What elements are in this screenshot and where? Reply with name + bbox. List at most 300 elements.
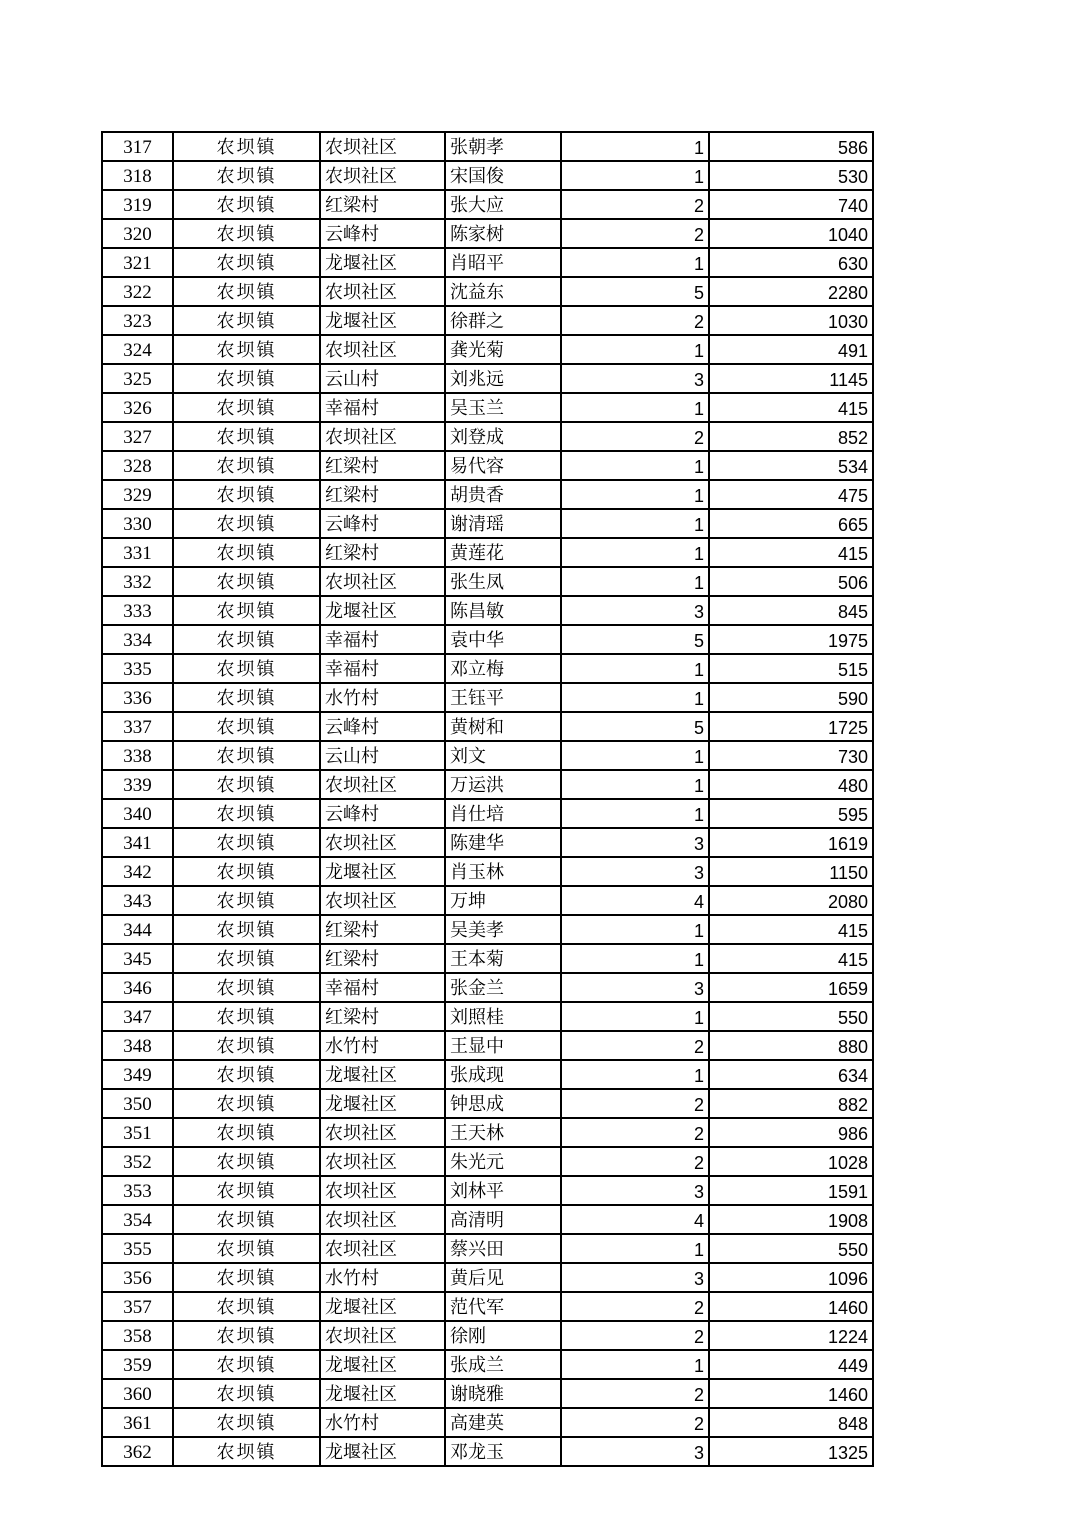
cell-amount: 1460 [709, 1292, 873, 1321]
cell-amount: 1975 [709, 625, 873, 654]
table-row [102, 1292, 873, 1321]
cell-row-number: 328 [102, 451, 173, 480]
cell-amount: 475 [709, 480, 873, 509]
cell-row-number: 346 [102, 973, 173, 1002]
table-row [102, 1002, 873, 1031]
cell-amount: 515 [709, 654, 873, 683]
cell-town: 农坝镇 [173, 364, 320, 393]
cell-amount: 1591 [709, 1176, 873, 1205]
table-row [102, 886, 873, 915]
cell-village: 幸福村 [320, 973, 445, 1002]
cell-village: 龙堰社区 [320, 1437, 445, 1466]
cell-village: 云山村 [320, 364, 445, 393]
cell-row-number: 321 [102, 248, 173, 277]
cell-row-number: 352 [102, 1147, 173, 1176]
table-region [101, 131, 874, 1467]
cell-person-name: 谢晓雅 [445, 1379, 561, 1408]
table-row [102, 1408, 873, 1437]
cell-row-number: 358 [102, 1321, 173, 1350]
table-row [102, 1060, 873, 1089]
cell-town: 农坝镇 [173, 770, 320, 799]
cell-town: 农坝镇 [173, 915, 320, 944]
cell-town: 农坝镇 [173, 1060, 320, 1089]
cell-town: 农坝镇 [173, 712, 320, 741]
cell-count: 2 [561, 1147, 709, 1176]
cell-person-name: 王本菊 [445, 944, 561, 973]
cell-count: 2 [561, 1408, 709, 1437]
table-row [102, 654, 873, 683]
cell-amount: 665 [709, 509, 873, 538]
cell-town: 农坝镇 [173, 161, 320, 190]
cell-count: 1 [561, 683, 709, 712]
cell-person-name: 陈建华 [445, 828, 561, 857]
cell-village: 云山村 [320, 741, 445, 770]
cell-village: 龙堰社区 [320, 1060, 445, 1089]
cell-count: 1 [561, 161, 709, 190]
cell-village: 红梁村 [320, 1002, 445, 1031]
cell-count: 2 [561, 422, 709, 451]
cell-person-name: 蔡兴田 [445, 1234, 561, 1263]
table-row [102, 161, 873, 190]
cell-town: 农坝镇 [173, 422, 320, 451]
cell-row-number: 319 [102, 190, 173, 219]
cell-amount: 1725 [709, 712, 873, 741]
cell-town: 农坝镇 [173, 654, 320, 683]
cell-row-number: 336 [102, 683, 173, 712]
cell-person-name: 朱光元 [445, 1147, 561, 1176]
cell-town: 农坝镇 [173, 857, 320, 886]
cell-person-name: 张生凤 [445, 567, 561, 596]
table-row [102, 451, 873, 480]
cell-town: 农坝镇 [173, 828, 320, 857]
data-table [101, 131, 874, 1467]
cell-row-number: 348 [102, 1031, 173, 1060]
cell-town: 农坝镇 [173, 306, 320, 335]
cell-town: 农坝镇 [173, 132, 320, 161]
table-row [102, 132, 873, 161]
table-row [102, 393, 873, 422]
cell-count: 1 [561, 654, 709, 683]
cell-row-number: 350 [102, 1089, 173, 1118]
cell-row-number: 357 [102, 1292, 173, 1321]
cell-row-number: 347 [102, 1002, 173, 1031]
cell-village: 农坝社区 [320, 828, 445, 857]
cell-village: 农坝社区 [320, 1118, 445, 1147]
cell-village: 龙堰社区 [320, 1292, 445, 1321]
cell-row-number: 329 [102, 480, 173, 509]
cell-row-number: 355 [102, 1234, 173, 1263]
cell-person-name: 王天林 [445, 1118, 561, 1147]
cell-count: 5 [561, 625, 709, 654]
cell-town: 农坝镇 [173, 886, 320, 915]
cell-person-name: 肖昭平 [445, 248, 561, 277]
cell-town: 农坝镇 [173, 1089, 320, 1118]
table-row [102, 1437, 873, 1466]
table-row [102, 973, 873, 1002]
cell-amount: 848 [709, 1408, 873, 1437]
cell-person-name: 徐群之 [445, 306, 561, 335]
cell-amount: 480 [709, 770, 873, 799]
cell-person-name: 张大应 [445, 190, 561, 219]
cell-row-number: 337 [102, 712, 173, 741]
cell-person-name: 宋国俊 [445, 161, 561, 190]
cell-count: 3 [561, 973, 709, 1002]
table-row [102, 683, 873, 712]
cell-town: 农坝镇 [173, 509, 320, 538]
cell-amount: 740 [709, 190, 873, 219]
cell-row-number: 341 [102, 828, 173, 857]
cell-amount: 506 [709, 567, 873, 596]
cell-town: 农坝镇 [173, 683, 320, 712]
cell-person-name: 黄莲花 [445, 538, 561, 567]
cell-amount: 880 [709, 1031, 873, 1060]
cell-person-name: 万坤 [445, 886, 561, 915]
table-row [102, 567, 873, 596]
cell-row-number: 335 [102, 654, 173, 683]
cell-count: 2 [561, 306, 709, 335]
table-row [102, 1176, 873, 1205]
cell-town: 农坝镇 [173, 1118, 320, 1147]
cell-person-name: 高建英 [445, 1408, 561, 1437]
cell-row-number: 362 [102, 1437, 173, 1466]
cell-person-name: 王显中 [445, 1031, 561, 1060]
cell-amount: 1028 [709, 1147, 873, 1176]
cell-town: 农坝镇 [173, 1031, 320, 1060]
cell-amount: 986 [709, 1118, 873, 1147]
cell-count: 1 [561, 1060, 709, 1089]
cell-count: 1 [561, 1234, 709, 1263]
table-row [102, 248, 873, 277]
cell-count: 2 [561, 1379, 709, 1408]
table-row [102, 1263, 873, 1292]
cell-village: 云峰村 [320, 799, 445, 828]
cell-amount: 590 [709, 683, 873, 712]
table-row [102, 712, 873, 741]
cell-person-name: 范代军 [445, 1292, 561, 1321]
table-row [102, 944, 873, 973]
cell-amount: 415 [709, 915, 873, 944]
cell-village: 农坝社区 [320, 132, 445, 161]
table-row [102, 1089, 873, 1118]
cell-amount: 1619 [709, 828, 873, 857]
cell-amount: 534 [709, 451, 873, 480]
cell-town: 农坝镇 [173, 741, 320, 770]
cell-amount: 595 [709, 799, 873, 828]
cell-person-name: 刘林平 [445, 1176, 561, 1205]
cell-village: 农坝社区 [320, 1176, 445, 1205]
cell-village: 龙堰社区 [320, 1350, 445, 1379]
table-row [102, 799, 873, 828]
cell-person-name: 陈昌敏 [445, 596, 561, 625]
cell-person-name: 邓立梅 [445, 654, 561, 683]
cell-person-name: 万运洪 [445, 770, 561, 799]
cell-person-name: 易代容 [445, 451, 561, 480]
cell-person-name: 张朝孝 [445, 132, 561, 161]
cell-town: 农坝镇 [173, 625, 320, 654]
cell-village: 云峰村 [320, 219, 445, 248]
cell-person-name: 吴美孝 [445, 915, 561, 944]
cell-count: 3 [561, 596, 709, 625]
cell-village: 红梁村 [320, 944, 445, 973]
cell-town: 农坝镇 [173, 277, 320, 306]
cell-town: 农坝镇 [173, 1263, 320, 1292]
cell-amount: 1040 [709, 219, 873, 248]
cell-village: 农坝社区 [320, 277, 445, 306]
cell-village: 水竹村 [320, 683, 445, 712]
cell-village: 水竹村 [320, 1031, 445, 1060]
cell-count: 4 [561, 1205, 709, 1234]
cell-row-number: 324 [102, 335, 173, 364]
cell-count: 5 [561, 712, 709, 741]
cell-town: 农坝镇 [173, 480, 320, 509]
cell-person-name: 袁中华 [445, 625, 561, 654]
cell-amount: 491 [709, 335, 873, 364]
cell-village: 农坝社区 [320, 335, 445, 364]
cell-row-number: 345 [102, 944, 173, 973]
cell-amount: 1224 [709, 1321, 873, 1350]
cell-town: 农坝镇 [173, 1437, 320, 1466]
table-row [102, 335, 873, 364]
cell-town: 农坝镇 [173, 596, 320, 625]
cell-row-number: 342 [102, 857, 173, 886]
cell-village: 云峰村 [320, 509, 445, 538]
cell-row-number: 340 [102, 799, 173, 828]
cell-count: 3 [561, 1437, 709, 1466]
cell-village: 龙堰社区 [320, 306, 445, 335]
cell-count: 3 [561, 828, 709, 857]
cell-count: 2 [561, 190, 709, 219]
cell-amount: 586 [709, 132, 873, 161]
cell-count: 2 [561, 1292, 709, 1321]
cell-count: 1 [561, 915, 709, 944]
cell-person-name: 谢清瑶 [445, 509, 561, 538]
cell-person-name: 邓龙玉 [445, 1437, 561, 1466]
cell-village: 红梁村 [320, 480, 445, 509]
cell-person-name: 张金兰 [445, 973, 561, 1002]
cell-person-name: 黄树和 [445, 712, 561, 741]
cell-row-number: 325 [102, 364, 173, 393]
cell-village: 龙堰社区 [320, 1089, 445, 1118]
cell-row-number: 332 [102, 567, 173, 596]
cell-person-name: 张成兰 [445, 1350, 561, 1379]
cell-amount: 1150 [709, 857, 873, 886]
cell-town: 农坝镇 [173, 944, 320, 973]
cell-amount: 2080 [709, 886, 873, 915]
table-row [102, 509, 873, 538]
cell-count: 1 [561, 480, 709, 509]
table-row [102, 306, 873, 335]
cell-town: 农坝镇 [173, 451, 320, 480]
cell-town: 农坝镇 [173, 1205, 320, 1234]
cell-person-name: 张成现 [445, 1060, 561, 1089]
cell-village: 农坝社区 [320, 567, 445, 596]
table-row [102, 1147, 873, 1176]
cell-person-name: 徐刚 [445, 1321, 561, 1350]
cell-village: 农坝社区 [320, 886, 445, 915]
cell-village: 幸福村 [320, 393, 445, 422]
cell-count: 3 [561, 1263, 709, 1292]
cell-amount: 449 [709, 1350, 873, 1379]
cell-town: 农坝镇 [173, 1176, 320, 1205]
cell-row-number: 333 [102, 596, 173, 625]
cell-row-number: 354 [102, 1205, 173, 1234]
cell-town: 农坝镇 [173, 538, 320, 567]
cell-row-number: 343 [102, 886, 173, 915]
cell-village: 龙堰社区 [320, 857, 445, 886]
cell-row-number: 322 [102, 277, 173, 306]
cell-row-number: 334 [102, 625, 173, 654]
cell-count: 1 [561, 799, 709, 828]
cell-count: 1 [561, 944, 709, 973]
cell-village: 农坝社区 [320, 770, 445, 799]
cell-count: 3 [561, 364, 709, 393]
cell-town: 农坝镇 [173, 1408, 320, 1437]
table-row [102, 741, 873, 770]
cell-row-number: 356 [102, 1263, 173, 1292]
cell-count: 1 [561, 393, 709, 422]
cell-person-name: 高清明 [445, 1205, 561, 1234]
table-row [102, 596, 873, 625]
cell-count: 4 [561, 886, 709, 915]
cell-town: 农坝镇 [173, 335, 320, 364]
cell-row-number: 349 [102, 1060, 173, 1089]
table-row [102, 857, 873, 886]
cell-count: 1 [561, 567, 709, 596]
cell-person-name: 肖玉林 [445, 857, 561, 886]
cell-town: 农坝镇 [173, 973, 320, 1002]
cell-amount: 550 [709, 1002, 873, 1031]
cell-town: 农坝镇 [173, 567, 320, 596]
table-row [102, 1379, 873, 1408]
cell-row-number: 320 [102, 219, 173, 248]
cell-person-name: 沈益东 [445, 277, 561, 306]
cell-town: 农坝镇 [173, 393, 320, 422]
cell-amount: 1908 [709, 1205, 873, 1234]
cell-village: 农坝社区 [320, 1321, 445, 1350]
cell-town: 农坝镇 [173, 1234, 320, 1263]
cell-count: 1 [561, 132, 709, 161]
cell-village: 云峰村 [320, 712, 445, 741]
cell-count: 1 [561, 1350, 709, 1379]
cell-village: 红梁村 [320, 538, 445, 567]
cell-village: 红梁村 [320, 451, 445, 480]
cell-town: 农坝镇 [173, 1321, 320, 1350]
table-row [102, 422, 873, 451]
cell-row-number: 353 [102, 1176, 173, 1205]
table-row [102, 364, 873, 393]
table-row [102, 219, 873, 248]
cell-amount: 1659 [709, 973, 873, 1002]
cell-person-name: 刘兆远 [445, 364, 561, 393]
cell-row-number: 330 [102, 509, 173, 538]
cell-village: 农坝社区 [320, 1234, 445, 1263]
cell-count: 1 [561, 248, 709, 277]
cell-village: 龙堰社区 [320, 248, 445, 277]
cell-town: 农坝镇 [173, 1350, 320, 1379]
cell-count: 3 [561, 857, 709, 886]
table-row [102, 1118, 873, 1147]
cell-amount: 1325 [709, 1437, 873, 1466]
cell-town: 农坝镇 [173, 1292, 320, 1321]
cell-row-number: 351 [102, 1118, 173, 1147]
cell-amount: 415 [709, 538, 873, 567]
table-row [102, 828, 873, 857]
cell-count: 5 [561, 277, 709, 306]
table-row [102, 915, 873, 944]
table-row [102, 1350, 873, 1379]
cell-amount: 630 [709, 248, 873, 277]
cell-village: 幸福村 [320, 625, 445, 654]
cell-person-name: 吴玉兰 [445, 393, 561, 422]
cell-amount: 415 [709, 393, 873, 422]
cell-count: 3 [561, 1176, 709, 1205]
cell-village: 龙堰社区 [320, 1379, 445, 1408]
cell-amount: 730 [709, 741, 873, 770]
cell-row-number: 327 [102, 422, 173, 451]
cell-amount: 2280 [709, 277, 873, 306]
cell-village: 农坝社区 [320, 161, 445, 190]
cell-village: 农坝社区 [320, 1147, 445, 1176]
cell-person-name: 胡贵香 [445, 480, 561, 509]
cell-row-number: 338 [102, 741, 173, 770]
cell-row-number: 317 [102, 132, 173, 161]
table-row [102, 1234, 873, 1263]
cell-village: 红梁村 [320, 190, 445, 219]
cell-row-number: 360 [102, 1379, 173, 1408]
table-row [102, 538, 873, 567]
table-row [102, 770, 873, 799]
table-row [102, 190, 873, 219]
cell-person-name: 陈家树 [445, 219, 561, 248]
cell-count: 2 [561, 219, 709, 248]
cell-amount: 1096 [709, 1263, 873, 1292]
cell-count: 2 [561, 1089, 709, 1118]
cell-row-number: 326 [102, 393, 173, 422]
cell-amount: 882 [709, 1089, 873, 1118]
cell-town: 农坝镇 [173, 248, 320, 277]
cell-town: 农坝镇 [173, 1002, 320, 1031]
cell-amount: 415 [709, 944, 873, 973]
cell-person-name: 龚光菊 [445, 335, 561, 364]
cell-town: 农坝镇 [173, 1379, 320, 1408]
cell-count: 2 [561, 1321, 709, 1350]
cell-person-name: 肖仕培 [445, 799, 561, 828]
cell-village: 农坝社区 [320, 1205, 445, 1234]
cell-amount: 550 [709, 1234, 873, 1263]
cell-row-number: 331 [102, 538, 173, 567]
cell-count: 1 [561, 770, 709, 799]
cell-town: 农坝镇 [173, 1147, 320, 1176]
cell-row-number: 323 [102, 306, 173, 335]
cell-person-name: 钟思成 [445, 1089, 561, 1118]
cell-amount: 530 [709, 161, 873, 190]
cell-person-name: 刘登成 [445, 422, 561, 451]
cell-row-number: 339 [102, 770, 173, 799]
cell-count: 2 [561, 1118, 709, 1147]
cell-row-number: 359 [102, 1350, 173, 1379]
cell-count: 2 [561, 1031, 709, 1060]
cell-count: 1 [561, 538, 709, 567]
cell-town: 农坝镇 [173, 219, 320, 248]
cell-row-number: 361 [102, 1408, 173, 1437]
cell-town: 农坝镇 [173, 190, 320, 219]
cell-person-name: 黄后见 [445, 1263, 561, 1292]
table-row [102, 625, 873, 654]
cell-village: 幸福村 [320, 654, 445, 683]
cell-person-name: 刘文 [445, 741, 561, 770]
cell-count: 1 [561, 509, 709, 538]
table-row [102, 1205, 873, 1234]
